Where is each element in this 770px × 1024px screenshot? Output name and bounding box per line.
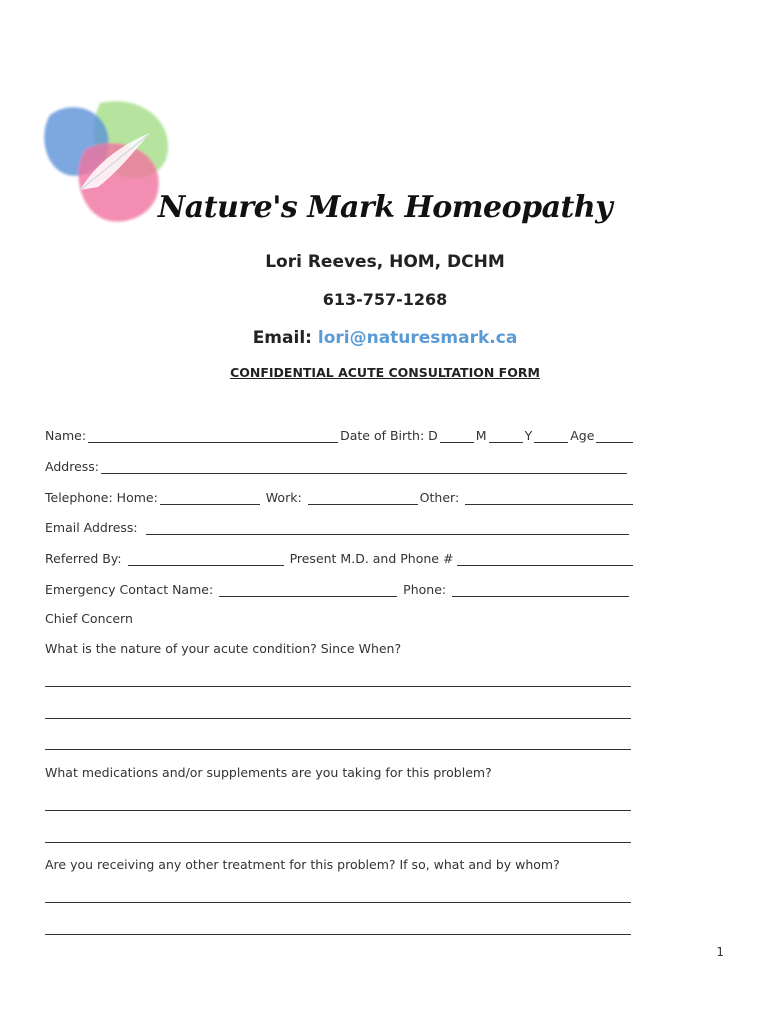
- address-field[interactable]: [101, 460, 627, 474]
- dob-month-field[interactable]: [489, 429, 523, 443]
- emergency-row: [45, 579, 631, 597]
- answer-line[interactable]: [45, 749, 631, 750]
- home-phone-field[interactable]: [160, 491, 260, 505]
- dob-year-field[interactable]: [534, 429, 568, 443]
- referred-by-field[interactable]: [128, 552, 284, 566]
- answer-line[interactable]: [45, 842, 631, 843]
- address-label: Address:: [45, 459, 99, 474]
- name-label: Name:: [45, 428, 87, 443]
- address-row: [45, 456, 629, 474]
- brand-name: Nature's Mark Homeopathy: [157, 190, 613, 225]
- emergency-phone-field[interactable]: [452, 583, 629, 597]
- name-dob-row: [45, 425, 635, 443]
- chief-concern-heading: Chief Concern: [45, 611, 133, 626]
- referred-row: [45, 548, 635, 566]
- email-link[interactable]: lori@naturesmark.ca: [317, 328, 518, 348]
- email-address-field[interactable]: [146, 521, 629, 535]
- emergency-contact-label: Emergency Contact Name:: [45, 582, 214, 597]
- email-label: Email:: [252, 328, 312, 348]
- emergency-phone-label: Phone:: [403, 582, 447, 597]
- present-md-field[interactable]: [457, 552, 633, 566]
- dob-year-label: Y: [524, 428, 533, 443]
- form-title: CONFIDENTIAL ACUTE CONSULTATION FORM: [230, 365, 540, 380]
- dob-month-label: M: [475, 428, 487, 443]
- name-field[interactable]: [88, 429, 338, 443]
- question-other-treatment: Are you receiving any other treatment for this problem? If so, what and by whom?: [45, 857, 560, 872]
- dob-day-field[interactable]: [440, 429, 474, 443]
- referred-by-label: Referred By:: [45, 551, 122, 566]
- question-acute-condition: What is the nature of your acute condition? Since When?: [45, 641, 402, 656]
- age-field[interactable]: [596, 429, 633, 443]
- other-phone-field[interactable]: [465, 491, 633, 505]
- answer-line[interactable]: [45, 902, 631, 903]
- work-phone-field[interactable]: [308, 491, 418, 505]
- practitioner-name: Lori Reeves, HOM, DCHM: [265, 252, 505, 272]
- dob-label: Date of Birth: D: [340, 428, 438, 443]
- email-address-row: [45, 517, 631, 535]
- answer-line[interactable]: [45, 810, 631, 811]
- telephone-home-label: Telephone: Home:: [45, 490, 158, 505]
- emergency-contact-field[interactable]: [219, 583, 397, 597]
- email-address-label: Email Address:: [45, 520, 138, 535]
- telephone-row: [45, 487, 635, 505]
- answer-line[interactable]: [45, 718, 631, 719]
- page-number: 1: [716, 945, 724, 959]
- answer-line[interactable]: [45, 686, 631, 687]
- present-md-label: Present M.D. and Phone #: [289, 551, 454, 566]
- work-label: Work:: [265, 490, 302, 505]
- email-line: [0, 328, 770, 348]
- other-label: Other:: [419, 490, 460, 505]
- question-medications: What medications and/or supplements are you taking for this problem?: [45, 765, 492, 780]
- practitioner-phone: 613-757-1268: [322, 290, 448, 309]
- age-label: Age: [570, 428, 595, 443]
- answer-line[interactable]: [45, 934, 631, 935]
